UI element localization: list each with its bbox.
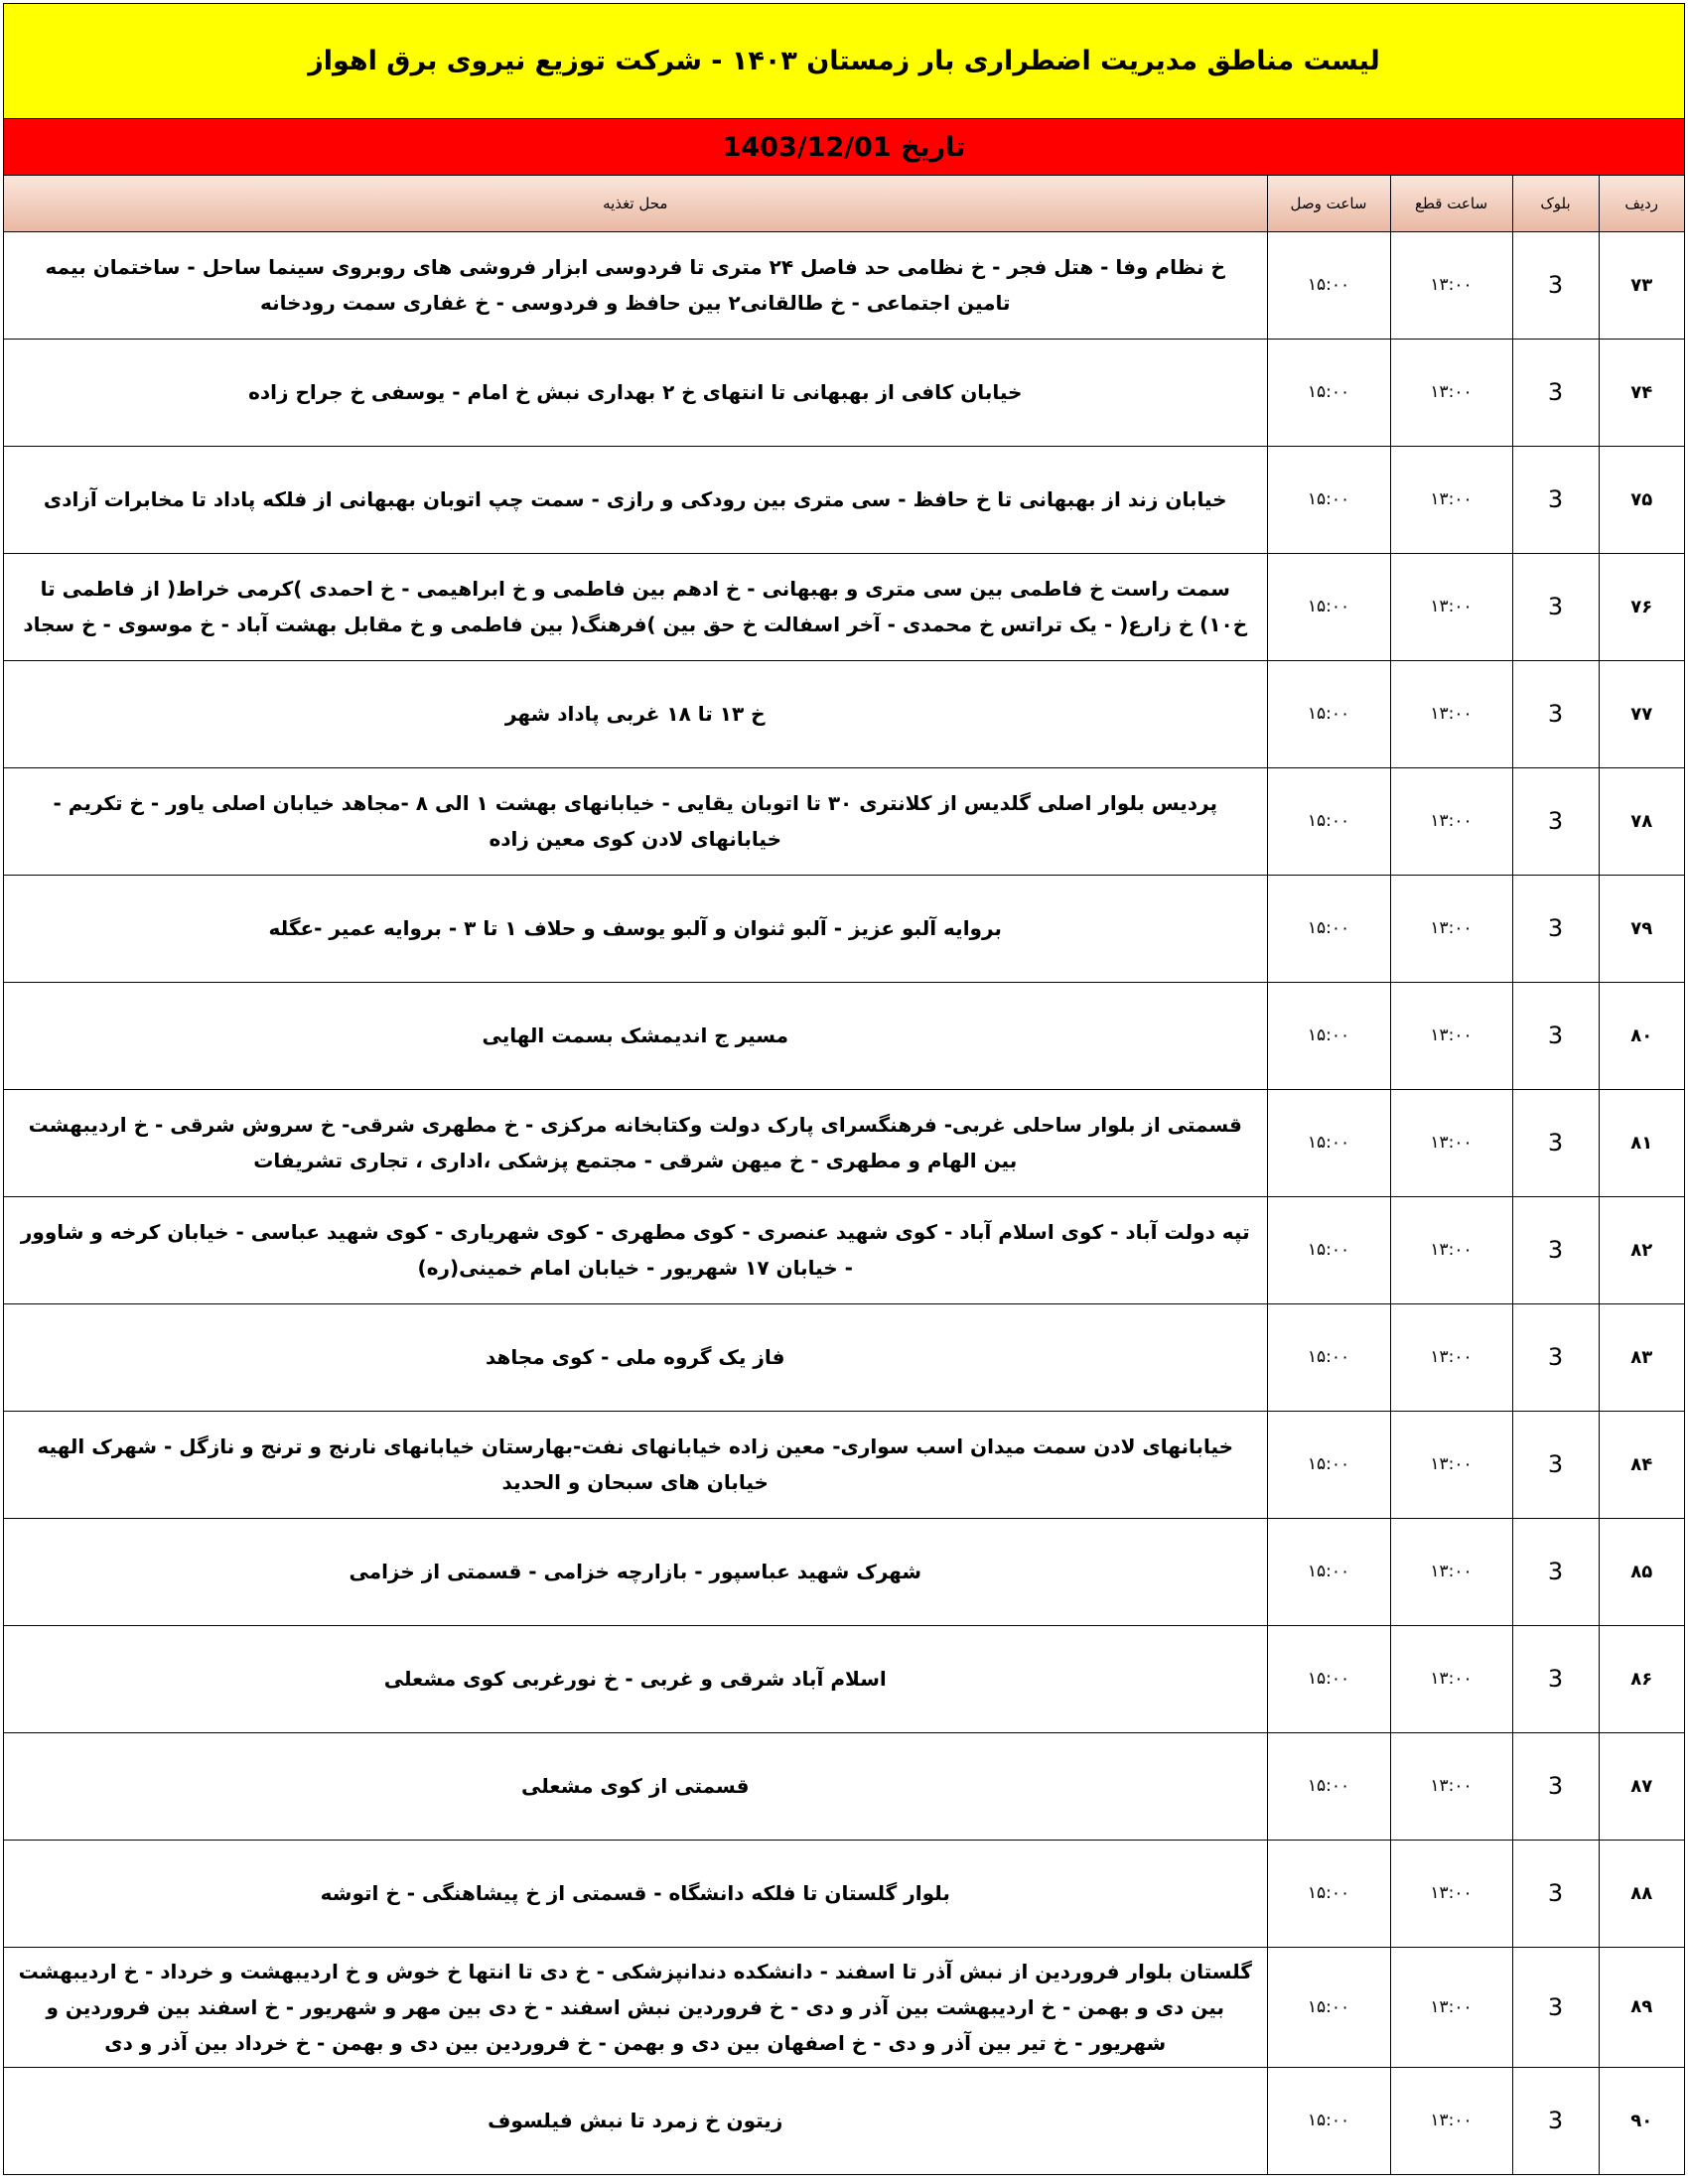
table-row (4, 1196, 1684, 1303)
location-cell: بروایه آلبو عزیز - آلبو ثنوان و آلبو یوسف و حلاف ۱ تا ۳ - بروایه عمیر -عگله (4, 875, 1267, 982)
connect-time-cell: ۱۵:۰۰ (1267, 231, 1390, 339)
cut-time-cell: ۱۳:۰۰ (1390, 875, 1512, 982)
cut-time-cell: ۱۳:۰۰ (1390, 1303, 1512, 1411)
cut-time-cell: ۱۳:۰۰ (1390, 446, 1512, 553)
row-number-cell: ۹۰ (1599, 2067, 1684, 2174)
block-cell: 3 (1512, 767, 1599, 875)
row-number-cell: ۸۲ (1599, 1196, 1684, 1303)
connect-time-cell: ۱۵:۰۰ (1267, 339, 1390, 446)
cut-time-cell: ۱۳:۰۰ (1390, 1411, 1512, 1518)
block-cell: 3 (1512, 1411, 1599, 1518)
row-number-cell: ۸۴ (1599, 1411, 1684, 1518)
outage-table (4, 176, 1684, 2174)
block-cell: 3 (1512, 553, 1599, 660)
row-number-cell: ۸۷ (1599, 1732, 1684, 1840)
column-header-radif: ردیف (1599, 176, 1684, 231)
table-header-row (4, 176, 1684, 231)
location-cell: اسلام آباد شرقی و غربی - خ نورغربی کوی مشعلی (4, 1625, 1267, 1732)
table-row (4, 446, 1684, 553)
location-cell: پردیس بلوار اصلی گلدیس از کلانتری ۳۰ تا اتوبان یقایی - خیابانهای بهشت ۱ الی ۸ -مجاهد خیابان اصلی یاور - خ تکریم - خیابانهای لادن کوی معین زاده (4, 767, 1267, 875)
row-number-cell: ۸۵ (1599, 1518, 1684, 1625)
connect-time-cell: ۱۵:۰۰ (1267, 1625, 1390, 1732)
table-row (4, 1732, 1684, 1840)
location-cell: قسمتی از کوی مشعلی (4, 1732, 1267, 1840)
location-cell: قسمتی از بلوار ساحلی غربی- فرهنگسرای پارک دولت وکتابخانه مرکزی - خ مطهری شرقی- خ سروش شرقی - خ اردیبهشت بین الهام و مطهری - خ میهن شرقی - مجتمع پزشکی ،اداری ، تجاری تشریفات (4, 1089, 1267, 1196)
connect-time-cell: ۱۵:۰۰ (1267, 660, 1390, 767)
connect-time-cell: ۱۵:۰۰ (1267, 767, 1390, 875)
column-header-location: محل تغذیه (4, 176, 1267, 231)
connect-time-cell: ۱۵:۰۰ (1267, 1089, 1390, 1196)
row-number-cell: ۸۱ (1599, 1089, 1684, 1196)
row-number-cell: ۸۸ (1599, 1840, 1684, 1947)
location-cell: خیابان زند از بهبهانی تا خ حافظ - سی متری بین رودکی و رازی - سمت چپ اتوبان بهبهانی از فلکه پاداد تا مخابرات آزادی (4, 446, 1267, 553)
cut-time-cell: ۱۳:۰۰ (1390, 1518, 1512, 1625)
row-number-cell: ۷۹ (1599, 875, 1684, 982)
row-number-cell: ۸۳ (1599, 1303, 1684, 1411)
location-cell: زیتون خ زمرد تا نبش فیلسوف (4, 2067, 1267, 2174)
cut-time-cell: ۱۳:۰۰ (1390, 1732, 1512, 1840)
row-number-cell: ۷۳ (1599, 231, 1684, 339)
connect-time-cell: ۱۵:۰۰ (1267, 1303, 1390, 1411)
block-cell: 3 (1512, 660, 1599, 767)
block-cell: 3 (1512, 446, 1599, 553)
row-number-cell: ۷۵ (1599, 446, 1684, 553)
table-row (4, 1625, 1684, 1732)
location-cell: خیابانهای لادن سمت میدان اسب سواری- معین زاده خیابانهای نفت-بهارستان خیابانهای نارنج و ترنج و نازگل - شهرک الهیه خیابان های سبحان و الحدید (4, 1411, 1267, 1518)
location-cell: مسیر ج اندیمشک بسمت الهایی (4, 982, 1267, 1089)
cut-time-cell: ۱۳:۰۰ (1390, 1947, 1512, 2067)
column-header-block: بلوک (1512, 176, 1599, 231)
connect-time-cell: ۱۵:۰۰ (1267, 1947, 1390, 2067)
block-cell: 3 (1512, 1303, 1599, 1411)
cut-time-cell: ۱۳:۰۰ (1390, 2067, 1512, 2174)
cut-time-cell: ۱۳:۰۰ (1390, 1196, 1512, 1303)
cut-time-cell: ۱۳:۰۰ (1390, 553, 1512, 660)
cut-time-cell: ۱۳:۰۰ (1390, 1089, 1512, 1196)
schedule-date: تاریخ 1403/12/01 (4, 119, 1684, 176)
cut-time-cell: ۱۳:۰۰ (1390, 339, 1512, 446)
block-cell: 3 (1512, 1840, 1599, 1947)
row-number-cell: ۷۴ (1599, 339, 1684, 446)
block-cell: 3 (1512, 1518, 1599, 1625)
block-cell: 3 (1512, 875, 1599, 982)
location-cell: خیابان کافی از بهبهانی تا انتهای خ ۲ بهداری نبش خ امام - یوسفی خ جراح زاده (4, 339, 1267, 446)
block-cell: 3 (1512, 982, 1599, 1089)
table-row (4, 660, 1684, 767)
column-header-connect-time: ساعت وصل (1267, 176, 1390, 231)
block-cell: 3 (1512, 1196, 1599, 1303)
block-cell: 3 (1512, 339, 1599, 446)
location-cell: خ ۱۳ تا ۱۸ غربی پاداد شهر (4, 660, 1267, 767)
location-cell: بلوار گلستان تا فلکه دانشگاه - قسمتی از خ پیشاهنگی - خ اتوشه (4, 1840, 1267, 1947)
cut-time-cell: ۱۳:۰۰ (1390, 1840, 1512, 1947)
table-row (4, 1411, 1684, 1518)
table-row (4, 2067, 1684, 2174)
table-row (4, 339, 1684, 446)
block-cell: 3 (1512, 1089, 1599, 1196)
table-row (4, 553, 1684, 660)
location-cell: تپه دولت آباد - کوی اسلام آباد - کوی شهید عنصری - کوی مطهری - کوی شهریاری - کوی شهید عباسی - خیابان کرخه و شاوور - خیابان ۱۷ شهریور - خیابان امام خمینی(ره) (4, 1196, 1267, 1303)
connect-time-cell: ۱۵:۰۰ (1267, 1196, 1390, 1303)
row-number-cell: ۷۶ (1599, 553, 1684, 660)
row-number-cell: ۸۶ (1599, 1625, 1684, 1732)
table-row (4, 875, 1684, 982)
column-header-cut-time: ساعت قطع (1390, 176, 1512, 231)
connect-time-cell: ۱۵:۰۰ (1267, 2067, 1390, 2174)
cut-time-cell: ۱۳:۰۰ (1390, 1625, 1512, 1732)
row-number-cell: ۷۷ (1599, 660, 1684, 767)
block-cell: 3 (1512, 1732, 1599, 1840)
table-row (4, 1518, 1684, 1625)
location-cell: خ نظام وفا - هتل فجر - خ نظامی حد فاصل ۲۴ متری تا فردوسی ابزار فروشی های روبروی سینما ساحل - ساختمان بیمه تامین اجتماعی - خ طالقانی۲ بین حافظ و فردوسی - خ غفاری سمت رودخانه (4, 231, 1267, 339)
table-row (4, 1303, 1684, 1411)
connect-time-cell: ۱۵:۰۰ (1267, 982, 1390, 1089)
location-cell: فاز یک گروه ملی - کوی مجاهد (4, 1303, 1267, 1411)
block-cell: 3 (1512, 1947, 1599, 2067)
row-number-cell: ۸۰ (1599, 982, 1684, 1089)
block-cell: 3 (1512, 2067, 1599, 2174)
table-row (4, 767, 1684, 875)
connect-time-cell: ۱۵:۰۰ (1267, 553, 1390, 660)
table-row (4, 1947, 1684, 2067)
table-row (4, 982, 1684, 1089)
table-body (4, 231, 1684, 2174)
location-cell: شهرک شهید عباسپور - بازارچه خزامی - قسمتی از خزامی (4, 1518, 1267, 1625)
table-row (4, 1840, 1684, 1947)
connect-time-cell: ۱۵:۰۰ (1267, 875, 1390, 982)
connect-time-cell: ۱۵:۰۰ (1267, 1518, 1390, 1625)
connect-time-cell: ۱۵:۰۰ (1267, 1840, 1390, 1947)
table-row (4, 1089, 1684, 1196)
connect-time-cell: ۱۵:۰۰ (1267, 1411, 1390, 1518)
connect-time-cell: ۱۵:۰۰ (1267, 1732, 1390, 1840)
block-cell: 3 (1512, 1625, 1599, 1732)
connect-time-cell: ۱۵:۰۰ (1267, 446, 1390, 553)
cut-time-cell: ۱۳:۰۰ (1390, 767, 1512, 875)
cut-time-cell: ۱۳:۰۰ (1390, 982, 1512, 1089)
location-cell: سمت راست خ فاطمی بین سی متری و بهبهانی - خ ادهم بین فاطمی و خ ابراهیمی - خ احمدی )کرمی خراط( از فاطمی تا خ۱۰) خ زارع( - یک تراتس خ محمدی - آخر اسفالت خ حق بین )فرهنگ( بین فاطمی و خ مقابل بهشت آباد - خ موسوی - خ سجاد (4, 553, 1267, 660)
cut-time-cell: ۱۳:۰۰ (1390, 231, 1512, 339)
row-number-cell: ۷۸ (1599, 767, 1684, 875)
cut-time-cell: ۱۳:۰۰ (1390, 660, 1512, 767)
page-title: لیست مناطق مدیریت اضطراری بار زمستان ۱۴۰۳ - شرکت توزیع نیروی برق اهواز (4, 4, 1684, 119)
table-row (4, 231, 1684, 339)
row-number-cell: ۸۹ (1599, 1947, 1684, 2067)
block-cell: 3 (1512, 231, 1599, 339)
outage-schedule-sheet (3, 3, 1685, 2175)
location-cell: گلستان بلوار فروردین از نبش آذر تا اسفند - دانشکده دندانپزشکی - خ دی تا انتها خ خوش و خ اردیبهشت و خرداد - خ اردیبهشت بین دی و بهمن - خ اردیبهشت بین آذر و دی - خ فروردین نبش اسفند - خ دی بین مهر و شهریور - خ اسفند بین فروردین و شهریور - خ تیر بین آذر و دی - خ اصفهان بین دی و بهمن - خ فروردین بین دی و بهمن - خ خرداد بین آذر و دی (4, 1947, 1267, 2067)
